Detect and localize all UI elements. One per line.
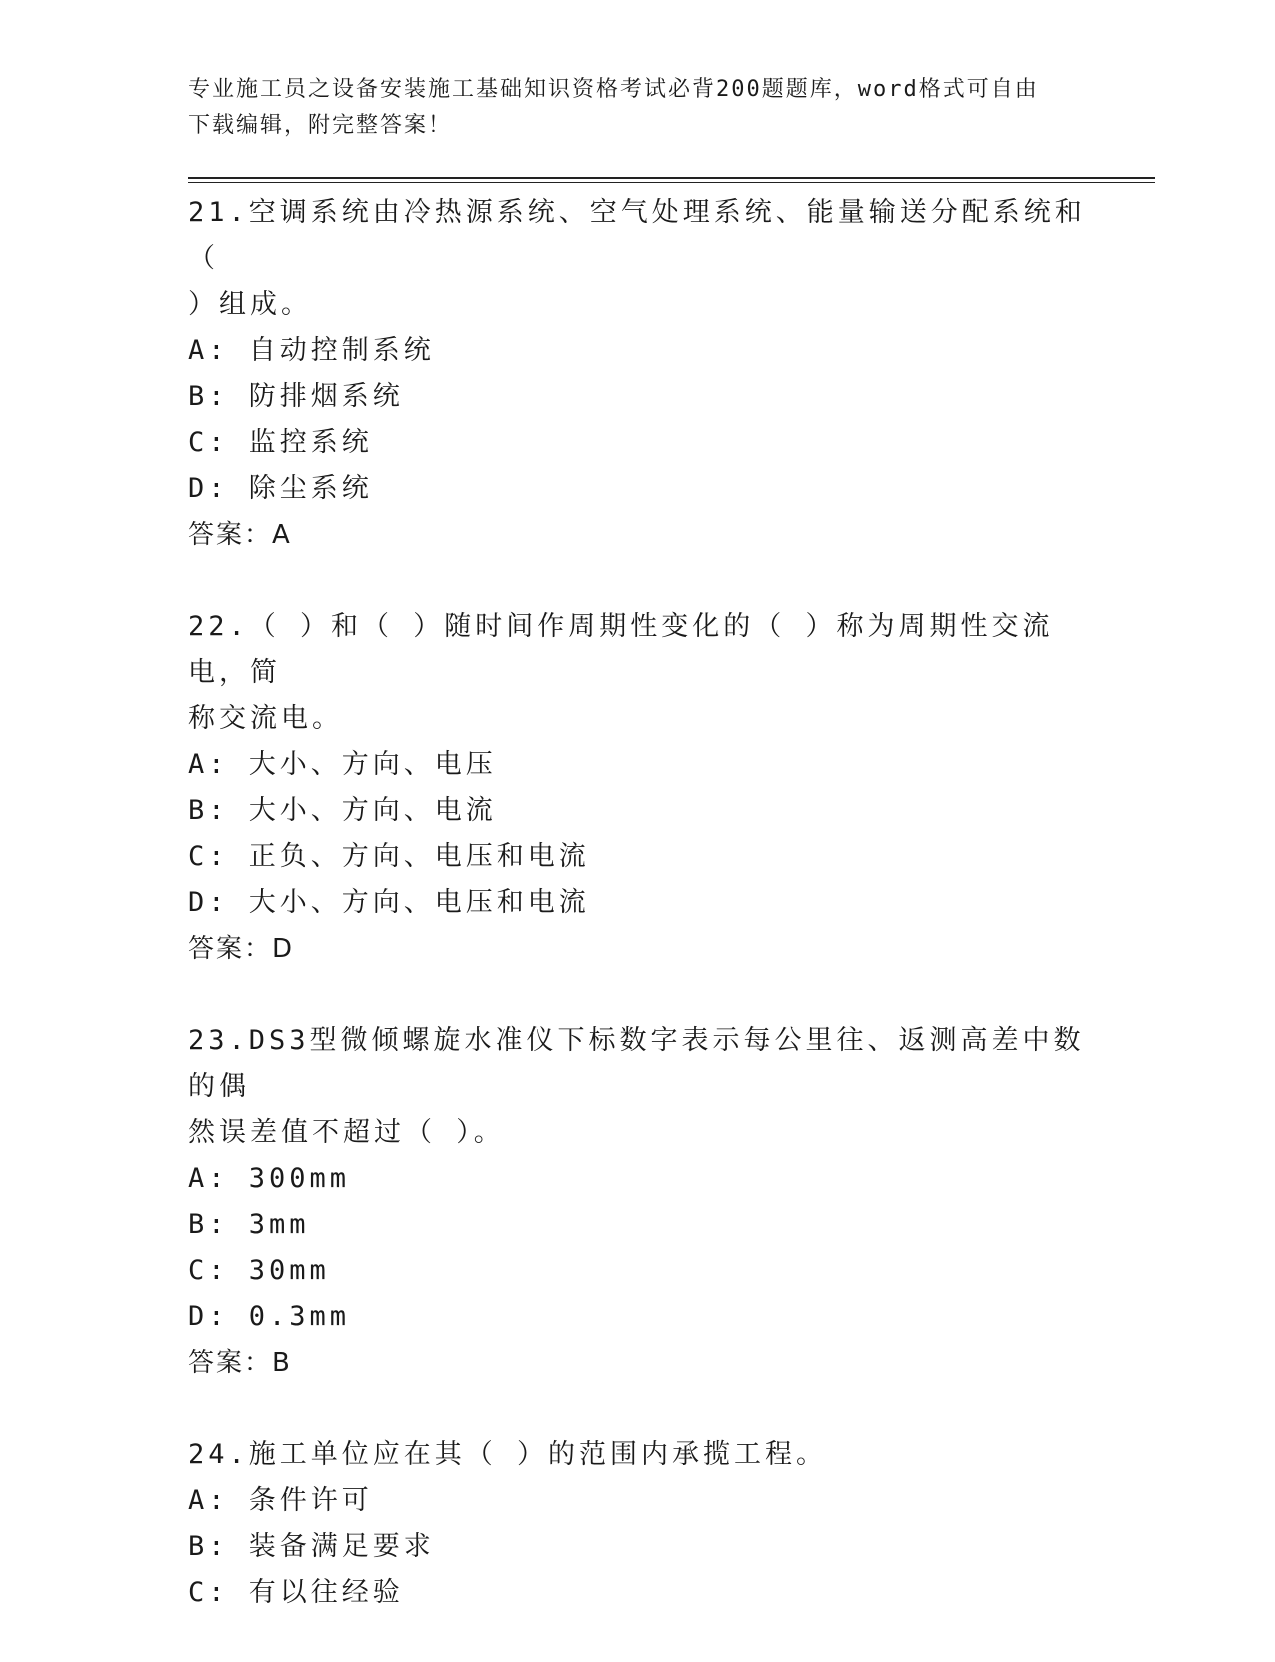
option-a: A: 大小、方向、电压 — [188, 749, 497, 780]
question-stem-line-1: 22.（ ）和（ ）随时间作周期性变化的（ ）称为周期性交流电，简 — [188, 611, 1054, 688]
option-a: A: 300mm — [188, 1163, 351, 1194]
question-stem-line-2: ）组成。 — [188, 289, 312, 320]
header-divider-thin — [188, 182, 1155, 183]
question-stem-line-1: 21.空调系统由冷热源系统、空气处理系统、能量输送分配系统和（ — [188, 197, 1086, 274]
option-d: D: 除尘系统 — [188, 473, 373, 504]
option-d: D: 大小、方向、电压和电流 — [188, 887, 590, 918]
option-a: A: 自动控制系统 — [188, 335, 435, 366]
option-b: B: 3mm — [188, 1209, 310, 1240]
option-a: A: 条件许可 — [188, 1485, 373, 1516]
question-stem-line-2: 称交流电。 — [188, 703, 343, 734]
question-stem-line-1: 23.DS3型微倾螺旋水准仪下标数字表示每公里往、返测高差中数的偶 — [188, 1025, 1085, 1102]
option-d: D: 0.3mm — [188, 1301, 351, 1332]
document-header — [188, 72, 1088, 144]
option-c: C: 监控系统 — [188, 427, 373, 458]
header-title-line-1: 专业施工员之设备安装施工基础知识资格考试必背200题题库，word格式可自由 — [188, 77, 1039, 102]
question-22 — [188, 604, 1088, 972]
question-list — [188, 190, 1088, 1662]
question-stem-line-2: 然误差值不超过（ ）。 — [188, 1117, 505, 1148]
answer-line: 答案：D — [188, 934, 295, 964]
question-stem-line-1: 24.施工单位应在其（ ）的范围内承揽工程。 — [188, 1439, 828, 1470]
question-23 — [188, 1018, 1088, 1386]
option-c: C: 30mm — [188, 1255, 330, 1286]
option-c: C: 有以往经验 — [188, 1577, 404, 1608]
option-b: B: 大小、方向、电流 — [188, 795, 497, 826]
option-b: B: 防排烟系统 — [188, 381, 404, 412]
question-21 — [188, 190, 1088, 558]
answer-line: 答案：A — [188, 520, 292, 550]
option-c: C: 正负、方向、电压和电流 — [188, 841, 590, 872]
answer-line: 答案：B — [188, 1348, 292, 1378]
header-title-line-2: 下载编辑，附完整答案！ — [188, 113, 453, 138]
header-divider-thick — [188, 177, 1155, 179]
option-b: B: 装备满足要求 — [188, 1531, 435, 1562]
question-24 — [188, 1432, 1088, 1616]
